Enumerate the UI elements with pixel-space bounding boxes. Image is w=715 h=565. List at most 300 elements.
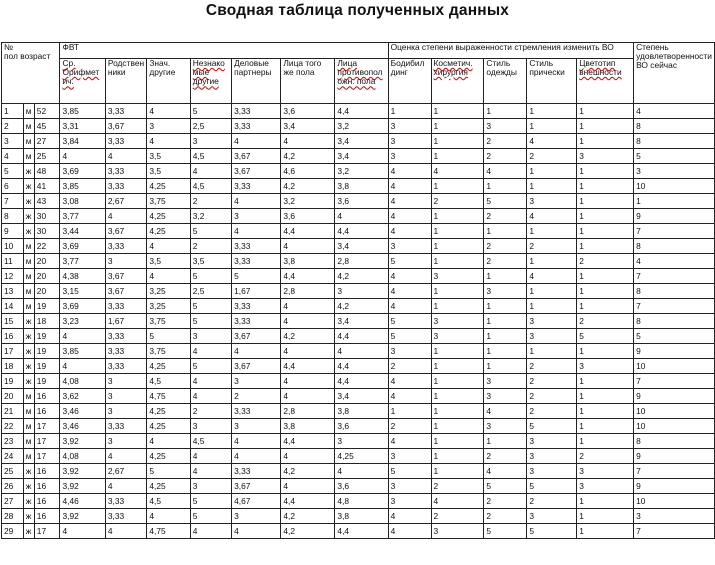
table-cell: 4,25 [147,404,190,419]
header-num-sex-age [2,43,60,104]
table-cell: 4 [190,374,231,389]
table-cell: 1 [577,344,634,359]
table-cell: 3 [232,419,281,434]
table-cell: 4 [388,194,431,209]
table-cell: 4 [281,449,335,464]
table-cell: ж [23,524,34,539]
table-cell: 4,08 [60,449,105,464]
table-cell: 16 [34,509,60,524]
table-cell: 1 [431,389,484,404]
table-cell: 5 [190,359,231,374]
table-cell: 4 [388,299,431,314]
header-assess-col-2: Стиль одежды [484,59,527,104]
table-cell: 4,5 [190,434,231,449]
table-cell: 4,25 [147,224,190,239]
table-cell: 2,8 [281,284,335,299]
table-cell: м [23,119,34,134]
table-cell: 5 [484,479,527,494]
table-cell: м [23,104,34,119]
table-cell: 5 [190,299,231,314]
table-cell: 3,33 [232,254,281,269]
table-cell: 8 [634,314,715,329]
table-cell: 2 [527,149,577,164]
table-cell: ж [23,344,34,359]
table-cell: 3,77 [60,209,105,224]
table-cell: 16 [2,329,24,344]
table-cell: 15 [2,314,24,329]
table-cell: 1 [431,344,484,359]
table-cell: 7 [634,224,715,239]
table-cell: 3,46 [60,404,105,419]
header-fvt-col-2: Знач. другие [147,59,190,104]
table-cell: 3,5 [147,164,190,179]
table-cell: 2 [527,239,577,254]
table-cell: 4 [232,434,281,449]
table-cell: 4,25 [147,479,190,494]
table-cell: 5 [232,269,281,284]
table-cell: 3 [335,284,388,299]
table-cell: 3 [105,374,146,389]
header-fvt-col-3: Незнакомые другие [190,59,231,104]
table-cell: 2 [484,254,527,269]
table-cell: 4,4 [281,359,335,374]
table-cell: 4,5 [147,494,190,509]
table-cell: 3,25 [147,284,190,299]
table-cell: ж [23,164,34,179]
table-cell: 3 [431,269,484,284]
table-cell: 10 [634,419,715,434]
table-cell: 13 [2,284,24,299]
table-cell: 3 [190,479,231,494]
table-cell: 3,6 [335,479,388,494]
table-cell: 4,2 [281,509,335,524]
table-cell: 3,2 [335,119,388,134]
table-cell: 5 [388,329,431,344]
table-cell: 1,67 [105,314,146,329]
table-cell: 30 [34,224,60,239]
table-cell: 1 [577,194,634,209]
table-cell: 5 [147,329,190,344]
table-cell: 20 [34,269,60,284]
table-row [2,179,715,194]
table-cell: 3 [431,329,484,344]
table-cell: 4,2 [281,179,335,194]
table-cell: 7 [634,299,715,314]
table-cell: 3,33 [232,314,281,329]
table-cell: 27 [34,134,60,149]
table-cell: м [23,269,34,284]
summary-table [1,42,715,539]
table-cell: 3 [577,479,634,494]
table-cell: 5 [190,494,231,509]
table-cell: ж [23,209,34,224]
table-cell: 8 [634,134,715,149]
table-cell: 3,75 [147,314,190,329]
table-cell: 7 [634,464,715,479]
header-assess-col-0: Бодибилдинг [388,59,431,104]
table-cell: 2 [484,494,527,509]
table-cell: 3,4 [335,239,388,254]
table-cell: ж [23,224,34,239]
table-cell: 3 [190,329,231,344]
table-cell: 4,2 [281,149,335,164]
page-title: Сводная таблица полученных данных [205,2,510,19]
table-cell: 4 [232,134,281,149]
table-cell: 1 [431,104,484,119]
table-cell: 4 [2,149,24,164]
table-cell: 3 [105,404,146,419]
table-cell: 5 [388,464,431,479]
table-cell: 4 [147,269,190,284]
table-cell: 4,5 [190,149,231,164]
table-cell: 3 [484,389,527,404]
table-cell: 3,33 [232,299,281,314]
table-cell: 3 [388,149,431,164]
table-cell: 7 [634,269,715,284]
table-cell: 3 [105,434,146,449]
table-cell: 43 [34,194,60,209]
table-cell: 3,69 [60,299,105,314]
table-cell: 4,4 [335,224,388,239]
table-cell: 4 [147,134,190,149]
table-cell: 3,33 [232,464,281,479]
table-cell: 22 [34,239,60,254]
table-cell: 4 [335,209,388,224]
table-cell: 5 [388,254,431,269]
table-cell: 3,8 [335,404,388,419]
table-cell: 25 [34,149,60,164]
table-cell: 4 [147,434,190,449]
table-cell: 21 [2,404,24,419]
table-cell: 3,84 [60,134,105,149]
table-cell: 2 [431,509,484,524]
table-cell: 10 [634,359,715,374]
table-cell: 1 [484,179,527,194]
table-cell: 3,85 [60,344,105,359]
table-cell: 3 [388,344,431,359]
table-cell: 48 [34,164,60,179]
table-cell: 3,92 [60,434,105,449]
table-cell: 3,85 [60,104,105,119]
table-row [2,434,715,449]
table-cell: 2 [388,359,431,374]
table-cell: 4 [147,104,190,119]
table-cell: 3 [190,134,231,149]
table-cell: ж [23,329,34,344]
table-cell: 1 [431,419,484,434]
table-cell: 8 [634,434,715,449]
table-cell: 17 [2,344,24,359]
table-row [2,524,715,539]
table-cell: 2 [527,404,577,419]
table-cell: 2,67 [105,464,146,479]
table-cell: 4 [232,194,281,209]
table-row [2,239,715,254]
table-cell: 3,33 [105,239,146,254]
table-cell: 4 [190,344,231,359]
table-cell: 1 [484,359,527,374]
table-cell: 24 [2,449,24,464]
table-cell: 3,77 [60,254,105,269]
table-cell: 23 [2,434,24,449]
table-cell: 1 [577,104,634,119]
table-cell: 1 [577,509,634,524]
table-row [2,284,715,299]
table-cell: 1 [431,134,484,149]
table-cell: 3 [232,209,281,224]
table-row [2,329,715,344]
table-cell: 4,2 [281,524,335,539]
table-row [2,299,715,314]
table-cell: 1 [577,299,634,314]
table-cell: 1 [484,434,527,449]
table-row [2,449,715,464]
table-cell: 3,6 [335,419,388,434]
header-fvt-col-6: Лица противоположн. пола [335,59,388,104]
table-cell: 3 [232,509,281,524]
table-cell: 17 [34,434,60,449]
table-cell: 3,67 [232,164,281,179]
table-cell: 5 [634,329,715,344]
table-cell: 2 [577,314,634,329]
table-cell: 3 [388,239,431,254]
table-cell: м [23,254,34,269]
table-cell: 3,92 [60,464,105,479]
table-cell: 4,25 [147,359,190,374]
table-cell: 1 [431,224,484,239]
table-cell: 4,25 [147,179,190,194]
table-cell: 20 [2,389,24,404]
table-cell: 2 [484,239,527,254]
table-cell: 1 [577,494,634,509]
table-cell: ж [23,374,34,389]
table-cell: 3,67 [232,149,281,164]
table-cell: ж [23,179,34,194]
table-cell: 3 [105,389,146,404]
table-cell: 16 [34,404,60,419]
table-cell: 4 [281,239,335,254]
table-cell: 25 [2,464,24,479]
header-fvt: ФВТ [60,43,388,59]
table-cell: 3,33 [105,344,146,359]
table-cell: 3 [577,464,634,479]
header-fvt-col-4: Деловые партнеры [232,59,281,104]
header-assess-col-1: Косметич. хирургия [431,59,484,104]
table-cell: 1 [484,224,527,239]
table-cell: 4 [60,524,105,539]
table-cell: 2 [190,404,231,419]
table-cell: 1 [484,314,527,329]
table-cell: 27 [2,494,24,509]
table-cell: 3,33 [232,239,281,254]
table-cell: 1 [527,179,577,194]
table-cell: 1 [484,299,527,314]
table-cell: м [23,149,34,164]
table-cell: 4,4 [281,224,335,239]
table-cell: 2 [484,449,527,464]
table-cell: 1 [577,119,634,134]
table-cell: ж [23,194,34,209]
table-cell: 1 [527,254,577,269]
table-cell: 4 [281,479,335,494]
table-cell: 3 [527,314,577,329]
table-cell: 3,5 [190,254,231,269]
table-cell: 2 [190,239,231,254]
table-cell: 1 [577,404,634,419]
table-cell: 5 [634,149,715,164]
table-cell: 3,8 [281,254,335,269]
table-row [2,224,715,239]
table-cell: 4,25 [147,209,190,224]
table-cell: м [23,299,34,314]
table-cell: 3 [431,314,484,329]
table-cell: 3,6 [281,209,335,224]
table-cell: 3,33 [232,119,281,134]
table-cell: 19 [34,359,60,374]
table-cell: 5 [190,224,231,239]
table-cell: 3,2 [190,209,231,224]
table-cell: 16 [34,464,60,479]
header-assessment: Оценка степени выраженности стремления изменить ВО [388,43,634,59]
table-cell: 3 [527,434,577,449]
table-cell: 1 [577,134,634,149]
table-cell: 3,33 [105,359,146,374]
table-cell: 9 [634,389,715,404]
table-cell: м [23,284,34,299]
table-cell: 2 [232,389,281,404]
table-cell: 4,2 [281,329,335,344]
table-cell: 16 [34,479,60,494]
table-cell: 2 [527,389,577,404]
table-cell: 3,4 [335,149,388,164]
table-cell: 4,25 [147,449,190,464]
table-cell: 4 [147,509,190,524]
table-row [2,389,715,404]
table-row [2,104,715,119]
table-cell: м [23,239,34,254]
table-cell: 3 [577,359,634,374]
table-cell: 4 [232,449,281,464]
table-cell: 3,67 [232,479,281,494]
table-cell: 2 [484,149,527,164]
table-row [2,134,715,149]
table-cell: 3,2 [281,194,335,209]
table-cell: 3,8 [281,419,335,434]
table-cell: 4 [190,524,231,539]
table-cell: 1 [431,299,484,314]
table-row [2,359,715,374]
table-cell: 1 [527,119,577,134]
table-cell: 9 [634,449,715,464]
table-cell: 1 [577,389,634,404]
table-cell: 4 [60,329,105,344]
table-cell: 5 [190,509,231,524]
table-cell: 1,67 [232,284,281,299]
table-cell: 2,67 [105,194,146,209]
table-cell: 3,08 [60,194,105,209]
table-cell: 4 [634,104,715,119]
table-cell: 1 [577,164,634,179]
table-cell: 3,33 [105,329,146,344]
table-cell: 17 [34,419,60,434]
table-cell: м [23,419,34,434]
table-cell: 3,67 [232,329,281,344]
table-cell: 52 [34,104,60,119]
table-cell: 41 [34,179,60,194]
table-cell: 4,25 [147,419,190,434]
table-cell: 3,6 [335,194,388,209]
table-cell: 1 [431,119,484,134]
table-cell: 10 [2,239,24,254]
table-cell: 4 [388,284,431,299]
table-cell: ж [23,464,34,479]
table-cell: 3,69 [60,164,105,179]
table-cell: 4,5 [147,374,190,389]
table-cell: 4 [190,164,231,179]
table-cell: 4 [105,479,146,494]
table-cell: 3 [634,164,715,179]
table-cell: 4,38 [60,269,105,284]
table-cell: 4 [388,164,431,179]
table-cell: 3,4 [335,314,388,329]
table-cell: 4,08 [60,374,105,389]
table-cell: 4 [388,389,431,404]
table-cell: 1 [2,104,24,119]
table-cell: 1 [431,449,484,464]
table-cell: 3,33 [105,134,146,149]
table-cell: 3,25 [147,299,190,314]
table-cell: 4,75 [147,389,190,404]
table-cell: 5 [484,524,527,539]
table-cell: 3,4 [335,134,388,149]
table-cell: 3 [527,194,577,209]
table-cell: 5 [484,194,527,209]
table-row [2,194,715,209]
table-cell: 3,92 [60,509,105,524]
table-cell: 2,5 [190,284,231,299]
table-row [2,479,715,494]
table-cell: 1 [527,104,577,119]
table-row [2,464,715,479]
table-cell: 2 [527,494,577,509]
table-cell: 5 [527,479,577,494]
table-cell: 4 [388,179,431,194]
table-cell: 4,4 [335,359,388,374]
table-cell: 4 [527,209,577,224]
table-cell: 3 [335,434,388,449]
table-cell: 4,4 [281,269,335,284]
table-cell: 4 [105,524,146,539]
table-cell: 2 [431,479,484,494]
table-cell: 3,33 [105,104,146,119]
table-row [2,494,715,509]
table-cell: 1 [577,284,634,299]
table-cell: 4 [232,524,281,539]
table-cell: 3,67 [105,119,146,134]
table-cell: 1 [431,254,484,269]
header-fvt-col-1: Родственники [105,59,146,104]
table-cell: 3,33 [105,179,146,194]
table-cell: 1 [431,179,484,194]
table-cell: 4 [388,269,431,284]
table-cell: 1 [527,224,577,239]
table-cell: 1 [431,149,484,164]
table-cell: 4 [281,299,335,314]
table-cell: 4 [388,374,431,389]
table-cell: 22 [2,419,24,434]
table-cell: 2 [577,449,634,464]
table-cell: м [23,389,34,404]
